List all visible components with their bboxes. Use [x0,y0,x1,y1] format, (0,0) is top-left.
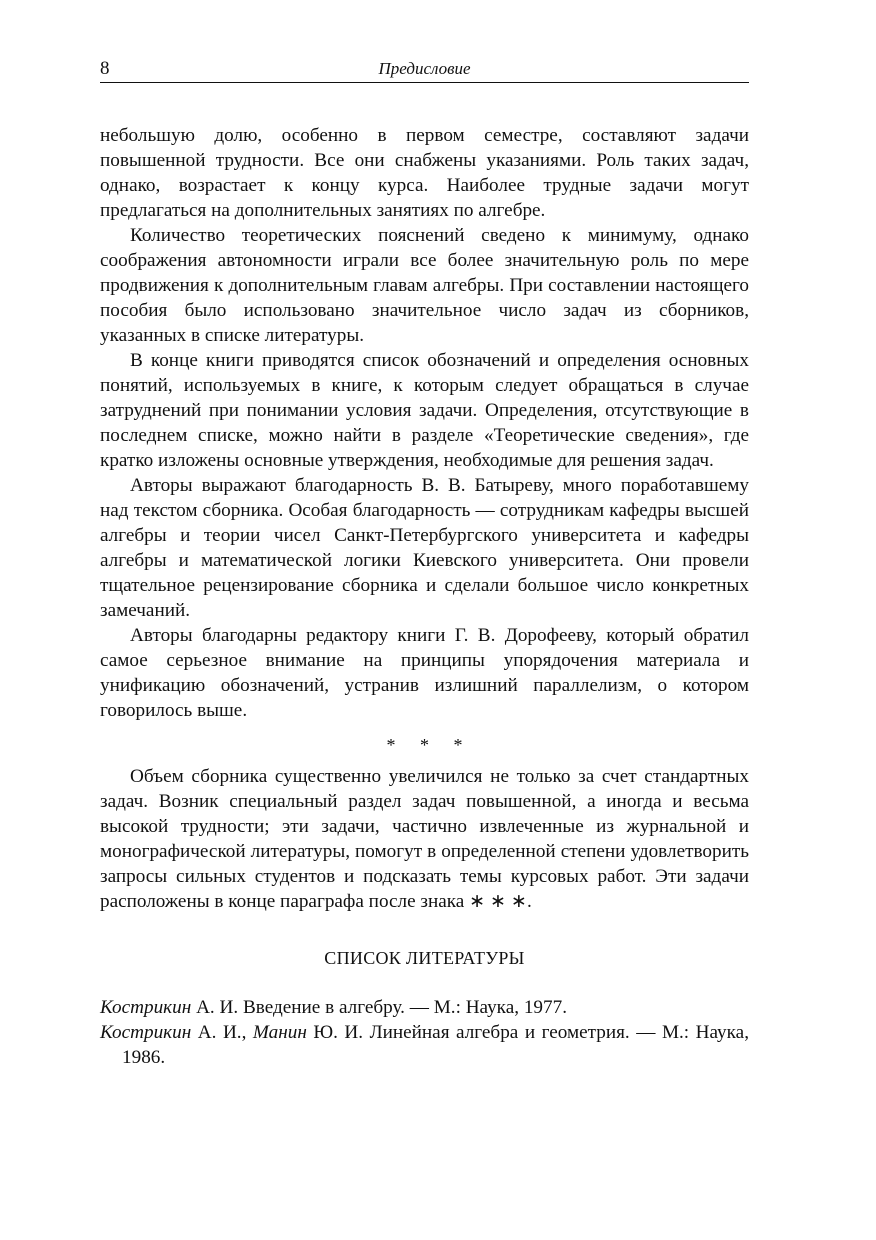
paragraph: Объем сборника существенно увеличился не только за счет стандартных задач. Возник специальный раздел задач повышенной, а иногда и весьма высокой трудности; эти задачи, частично извлеченные из журнальной и монографической литературы, помогут в определенной степени удовлетворить запросы сильных студентов и подсказать темы курсовых работ. Эти задачи расположены в конце параграфа после знака ∗ ∗ ∗. [100,766,749,912]
running-title: Предисловие [378,59,471,78]
paragraph: Авторы выражают благодарность В. В. Батыреву, много поработавшему над текстом сборника. Особая благодарность — сотрудникам кафедры высшей алгебры и теории чисел Санкт-Петербургского университета и кафедры алгебры и математической логики Киевского университета. Они провели тщательное рецензирование сборника и сделали большое число конкретных замечаний. [100,475,749,621]
paragraph: Авторы благодарны редактору книги Г. В. Дорофееву, который обратил самое серьезное внимание на принципы упорядочения материала и унификацию обозначений, устранив излишний параллелизм, о котором говорилось выше. [100,625,749,721]
paragraph: Количество теоретических пояснений сведено к минимуму, однако соображения автономности играли все более значительную роль по мере продвижения к дополнительным главам алгебры. При составлении настоящего пособия было использовано значительное число задач из сборников, указанных в списке литературы. [100,225,749,346]
running-header [100,56,749,83]
reference-text: Введение в алгебру. — М.: Наука, 1977. [242,997,567,1018]
reference-initials: Ю. И. [306,1022,370,1043]
literature-heading: СПИСОК ЛИТЕРАТУРЫ [324,948,525,968]
paragraph: В конце книги приводятся список обозначений и определения основных понятий, используемых в книге, к которым следует обращаться в случае затруднений при понимании условия задачи. Определения, отсутствующие в последнем списке, можно найти в разделе «Теоретические сведения», где кратко изложены основные утверждения, необходимые для решения задач. [100,350,749,471]
paragraph: небольшую долю, особенно в первом семестре, составляют задачи повышенной трудности. Все они снабжены указаниями. Роль таких задач, однако, возрастает к концу курса. Наиболее трудные задачи могут предлагаться на дополнительных занятиях по алгебре. [100,125,749,221]
book-page [100,56,749,1070]
reference-initials: А. И., [191,1022,253,1043]
reference-text: Линейная алгебра и геометрия. — М.: Наука, 1986. [122,1022,749,1068]
reference-author: Кострикин [100,997,192,1018]
reference-coauthor: Манин [252,1022,307,1043]
section-separator: * * * [386,735,463,755]
reference-item [100,995,749,1020]
reference-author: Кострикин [100,1022,192,1043]
reference-initials: А. И. [191,997,243,1018]
reference-item [100,1020,749,1070]
body-text [100,123,749,914]
reference-list [100,995,749,1070]
page-number: 8 [100,58,110,79]
